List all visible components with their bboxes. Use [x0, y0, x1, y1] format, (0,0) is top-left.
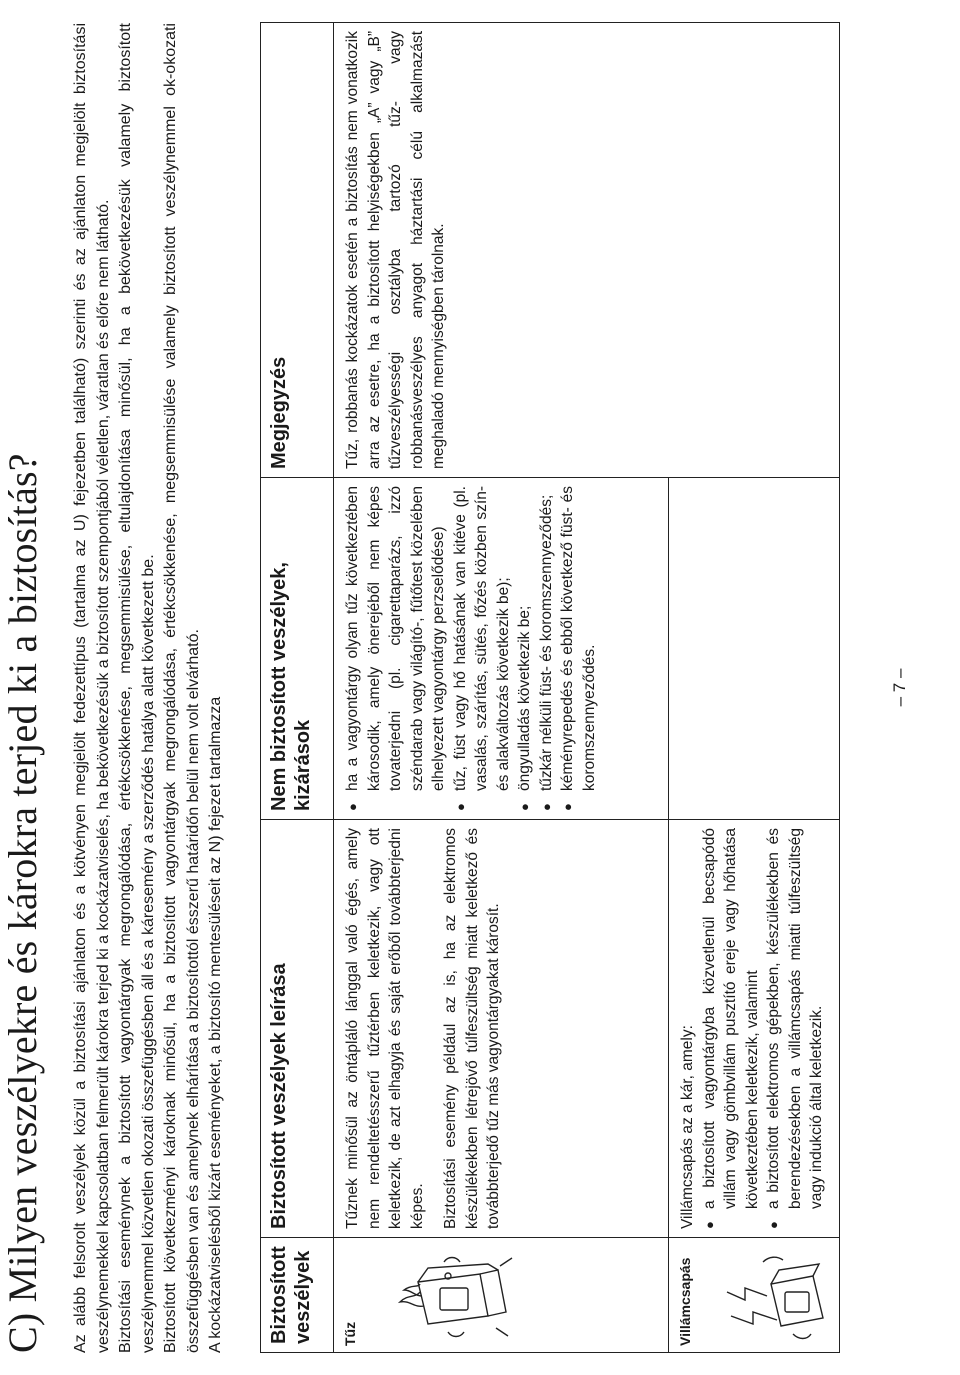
page-number: – 7 –	[890, 668, 909, 707]
exclusions-cell-empty	[669, 478, 840, 820]
description-intro: Villámcsapás az a kár, amely:	[679, 1025, 696, 1229]
insured-risks-table	[260, 22, 840, 1353]
intro-paragraph: Biztosított következményi károknak minősül, ha a biztosított vagyontárgyak megrongálódása, értékcsökkenése, megsemmisülése valamely biztosított veszélynemmel ok-okozati összefüggésben van és amelynek elhárítása a biztosítottól ésszerű határidőn belül nem volt elvárható.	[162, 23, 202, 1353]
description-paragraph: Tűznek minősül az öntápláló lánggal való égés, amely nem rendeltetésszerű tűztérben keletkezik, vagy ott keletkezik, de azt elhagyja és saját erőből továbbterjedni képes.	[344, 828, 426, 1229]
description-paragraph: Biztosítási esemény például az is, ha az elektromos készülékekben létrejövő túlfeszültség miatt keletkező és továbbterjedő tűz más vagyontárgyakat károsít.	[442, 828, 502, 1229]
list-item: ● tűz, füst vagy hő hatásának van kitéve (pl. vasalás, szárítás, sütés, főzés közben szín- és alakváltozás következik be);	[450, 486, 515, 811]
list-item: ● ha a vagyontárgy olyan tűz következtében károsodik, amely önerejéből nem képes tovaterjedni (pl. cigarettaparázs, izzó széndarab vagy világító-, fűtőtest közelében elhelyezett vagyontárgy perzselődése)	[342, 486, 450, 811]
list-item: ● öngyulladás következik be;	[514, 486, 536, 811]
header-description: Biztosított veszélyek leírása	[261, 820, 334, 1238]
table-header-row	[261, 23, 334, 1353]
list-item: ● a biztosított elektromos gépekben, készülékekben és berendezésekben a villámcsapás miatti túlfeszültség vagy indukció által keletkezik.	[763, 828, 828, 1229]
notes-cell: Tűz, robbanás kockázatok esetén a biztosítás nem vonatkozik arra az esetre, ha a biztosított helyiségekben „A” vagy „B” tűzveszélyességi osztályba tartozó tűz- vagy robbanásveszélyes anyagot háztartási célú alkalmazást meghaladó mennyiségben tárolnak.	[334, 23, 840, 478]
exclusions-list	[342, 486, 600, 811]
lightning-appliance-icon	[723, 1246, 833, 1346]
category-cell	[669, 1238, 840, 1353]
category-label: Tűz	[342, 1321, 358, 1346]
header-exclusions: Nem biztosított veszélyek, kizárások	[261, 478, 334, 820]
header-notes: Megjegyzés	[261, 23, 334, 478]
description-list	[699, 828, 828, 1229]
table-row	[334, 23, 669, 1353]
list-item: ● a biztosított vagyontárgyba közvetlenül becsapódó villám vagy gömbvillám pusztító ereje vagy hőhatása következtében keletkezik, valamint	[699, 828, 764, 1229]
category-label: Villámcsapás	[677, 1257, 693, 1346]
fire-appliance-icon	[388, 1246, 518, 1346]
header-insured-risks: Biztosított veszélyek	[261, 1238, 334, 1353]
intro-paragraph: Biztosítási eseménynek a biztosított vagyontárgyak megrongálódása, értékcsökkenése, megsemmisülése, eltulajdonítása minősül, ha a bekövetkezésük valamely biztosított veszélynemmel közvetlen okozati összefüggésben áll és a káresemény a szerződés hatálya alatt következett be.	[117, 23, 157, 1353]
description-cell	[669, 820, 840, 1238]
list-item: ● tűzkár nélküli füst- és koromszennyeződés;	[536, 486, 558, 811]
intro-text	[70, 23, 228, 1353]
intro-paragraph: A kockázatviselésből kizárt eseményeket, a biztosító mentesüléseit az N) fejezet tartalmazza	[207, 696, 224, 1353]
page-title: C) Milyen veszélyekre és károkra terjed ki a biztosítás?	[0, 453, 45, 1353]
intro-paragraph: Az alább felsorolt veszélyek közül a biztosítási ajánlaton és a kötvényen megjelölt fedezettípus (tartalma az U) fejezetben található) szerinti és az ajánlaton megjelölt biztosítási veszélynemekkel kapcsolatban felmerült károkra terjed ki a kockázatviselés, ha bekövetkezésük a biztosított szempontjából véletlen, váratlan és előre nem látható.	[72, 23, 112, 1353]
list-item: ● kéményrepedés és ebből következő füst- és koromszennyeződés.	[557, 486, 600, 811]
exclusions-cell	[334, 478, 669, 820]
category-cell	[334, 1238, 669, 1353]
description-cell	[334, 820, 669, 1238]
